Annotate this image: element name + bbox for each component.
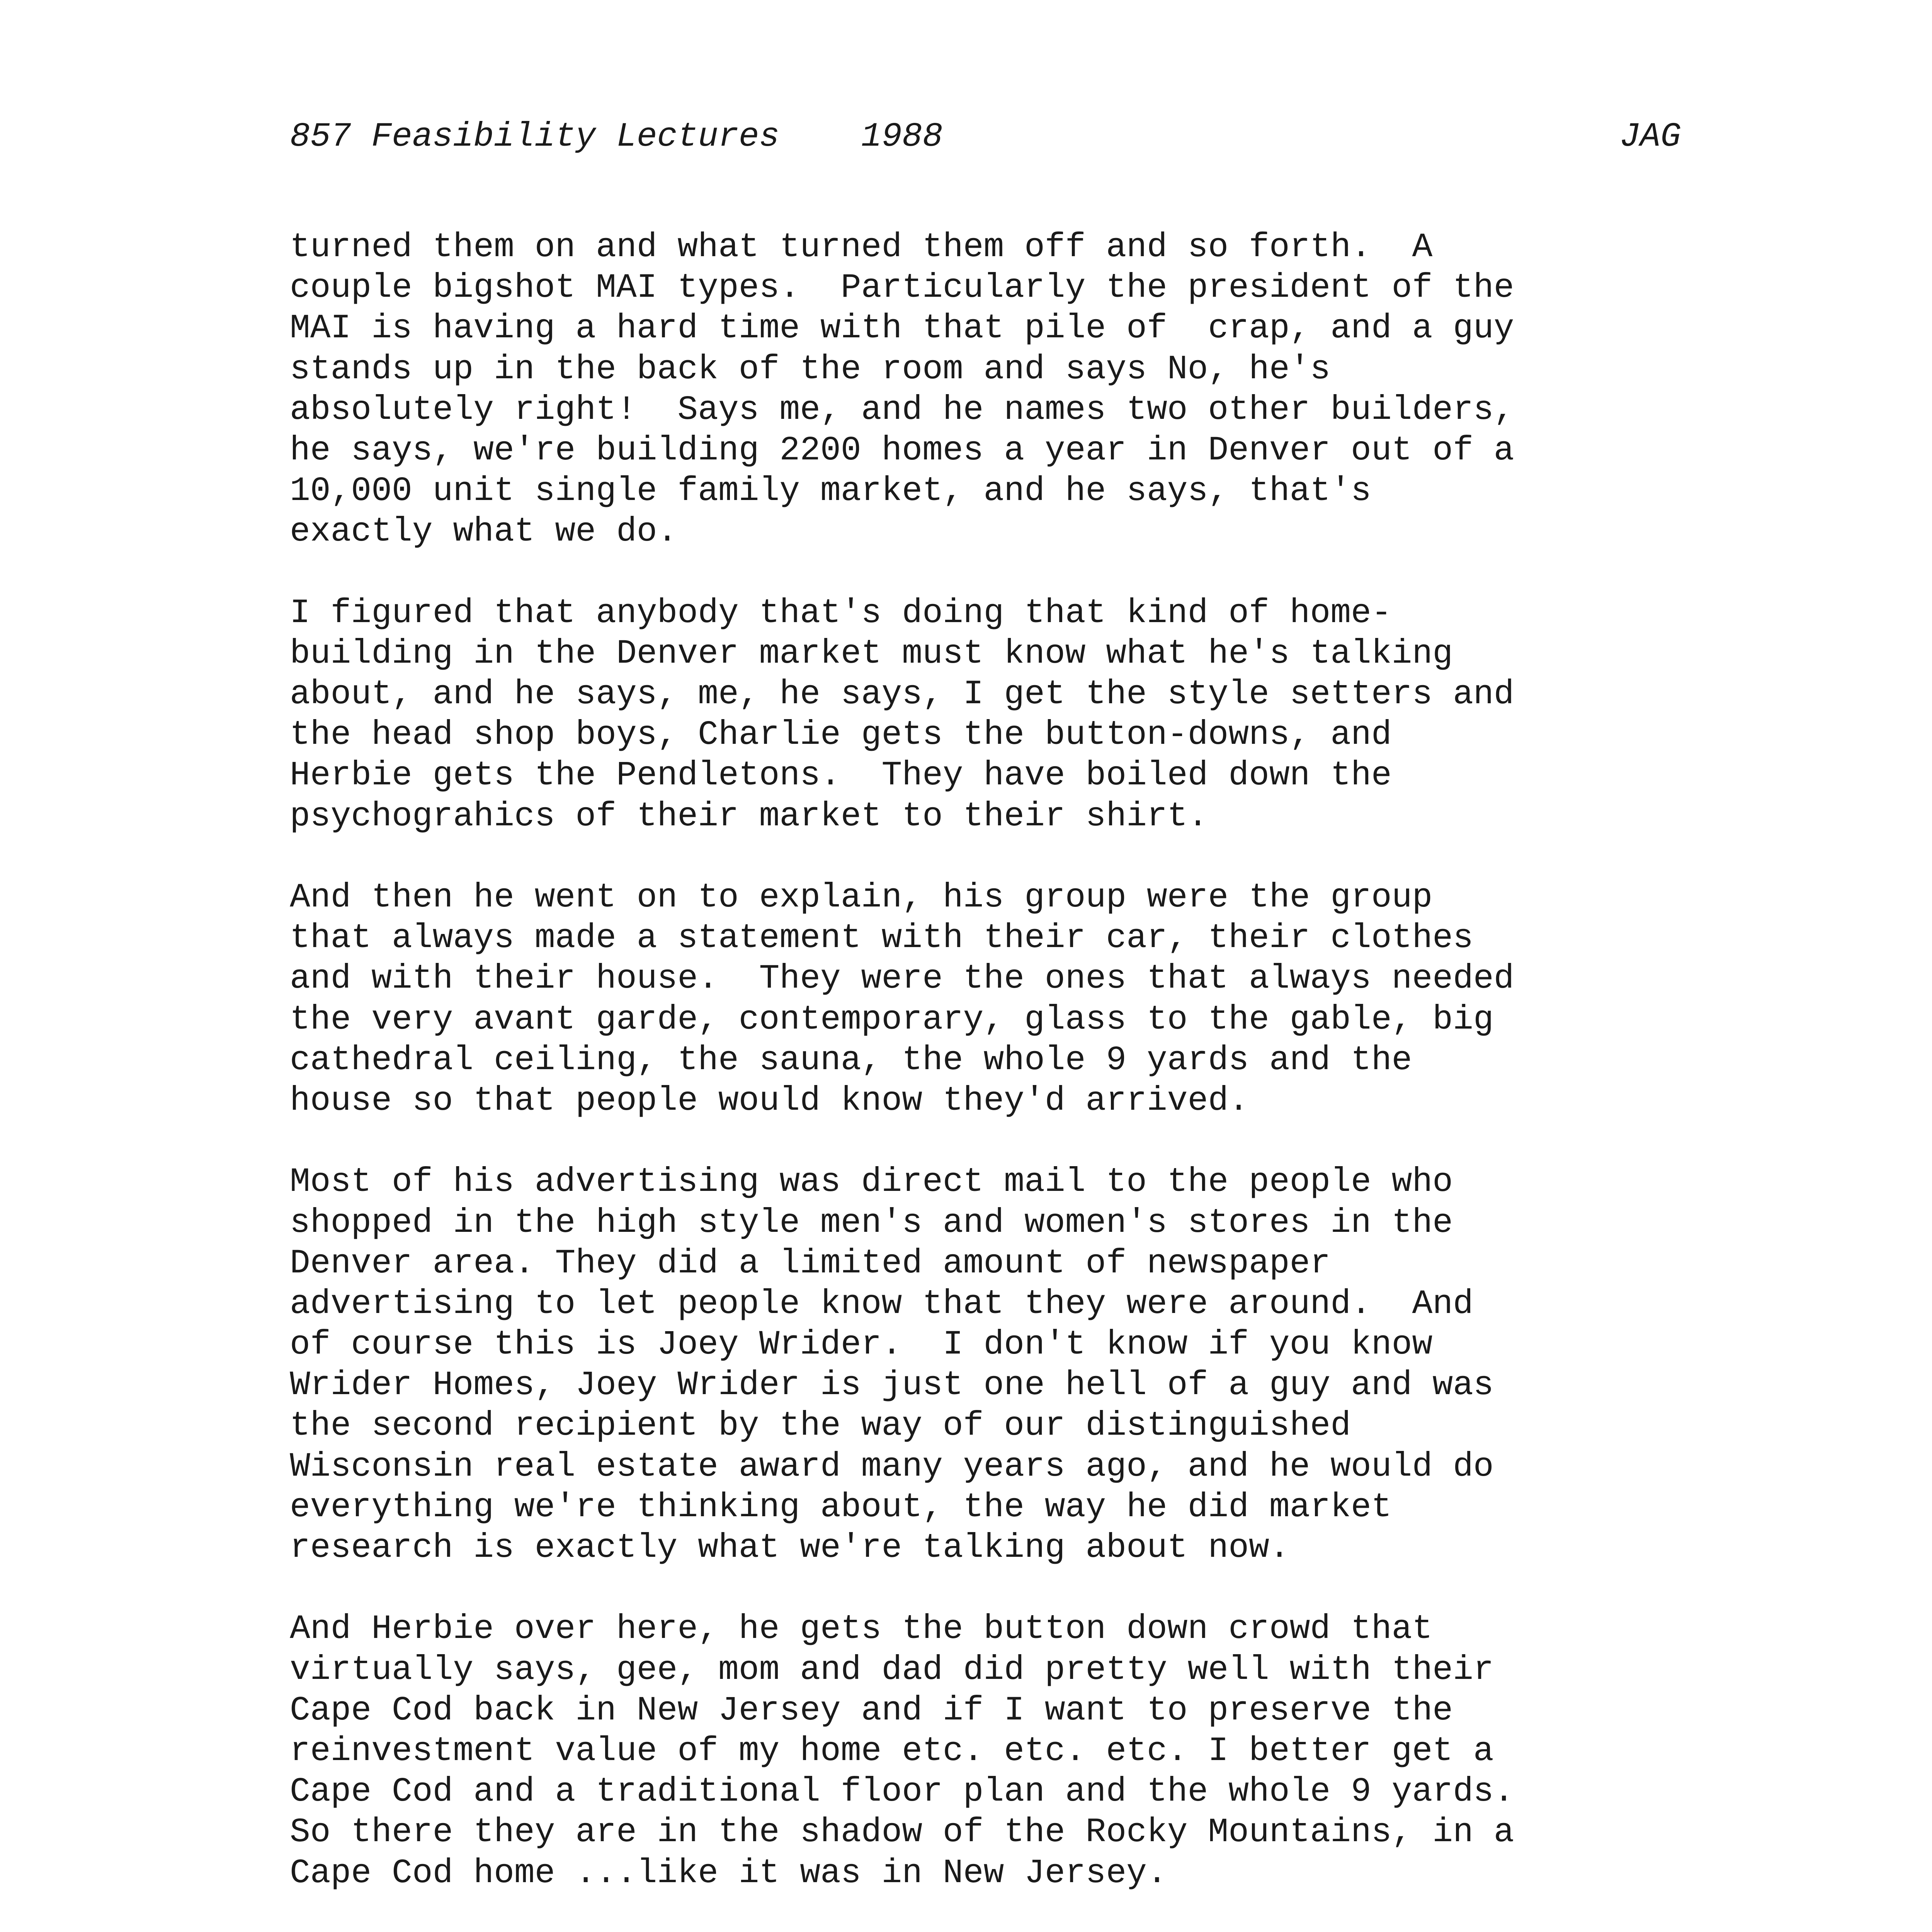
text-line: Most of his advertising was direct mail to the people who bbox=[290, 1163, 1453, 1202]
paragraph bbox=[290, 878, 1700, 1121]
text-line: the second recipient by the way of our distinguished bbox=[290, 1407, 1351, 1446]
text-line: he says, we're building 2200 homes a year in Denver out of a bbox=[290, 431, 1514, 470]
text-line: 10,000 unit single family market, and he says, that's bbox=[290, 472, 1371, 511]
text-line: building in the Denver market must know what he's talking bbox=[290, 634, 1453, 673]
text-line: Cape Cod and a traditional floor plan and the whole 9 yards. bbox=[290, 1773, 1514, 1811]
text-line: And Herbie over here, he gets the button down crowd that bbox=[290, 1610, 1433, 1649]
text-line: I figured that anybody that's doing that kind of home- bbox=[290, 594, 1392, 633]
paragraph bbox=[290, 227, 1700, 553]
text-line: shopped in the high style men's and women's stores in the bbox=[290, 1204, 1453, 1242]
text-line: cathedral ceiling, the sauna, the whole 9 yards and the bbox=[290, 1041, 1412, 1080]
text-line: Cape Cod home ...like it was in New Jersey. bbox=[290, 1854, 1167, 1893]
header-title-line bbox=[290, 114, 943, 160]
running-header bbox=[290, 114, 1681, 160]
text-line: MAI is having a hard time with that pile of crap, and a guy bbox=[290, 310, 1514, 348]
text-line: reinvestment value of my home etc. etc. etc. I better get a bbox=[290, 1732, 1494, 1770]
text-line: advertising to let people know that they were around. And bbox=[290, 1285, 1473, 1323]
text-line: exactly what we do. bbox=[290, 513, 678, 551]
text-line: Herbie gets the Pendletons. They have boiled down the bbox=[290, 757, 1392, 795]
text-line: that always made a statement with their car, their clothes bbox=[290, 919, 1473, 958]
text-line: stands up in the back of the room and says No, he's bbox=[290, 350, 1331, 389]
text-line: Denver area. They did a limited amount of newspaper bbox=[290, 1244, 1331, 1283]
text-line: Wrider Homes, Joey Wrider is just one hell of a guy and was bbox=[290, 1366, 1494, 1405]
text-line: So there they are in the shadow of the Rocky Mountains, in a bbox=[290, 1813, 1514, 1852]
text-line: couple bigshot MAI types. Particularly the president of the bbox=[290, 269, 1514, 308]
text-line: virtually says, gee, mom and dad did pretty well with their bbox=[290, 1651, 1494, 1689]
text-line: turned them on and what turned them off and so forth. A bbox=[290, 228, 1433, 267]
text-line: the head shop boys, Charlie gets the button-downs, and bbox=[290, 716, 1392, 755]
text-line: the very avant garde, contemporary, glass to the gable, big bbox=[290, 1000, 1494, 1039]
text-line: Cape Cod back in New Jersey and if I want to preserve the bbox=[290, 1691, 1453, 1730]
paragraph bbox=[290, 1609, 1700, 1893]
text-line: about, and he says, me, he says, I get the style setters and bbox=[290, 675, 1514, 714]
text-line: psychograhics of their market to their shirt. bbox=[290, 797, 1208, 836]
text-line: everything we're thinking about, the way he did market bbox=[290, 1488, 1392, 1527]
text-line: research is exactly what we're talking about now. bbox=[290, 1529, 1290, 1567]
text-line: and with their house. They were the ones that always needed bbox=[290, 960, 1514, 998]
paragraph bbox=[290, 1162, 1700, 1568]
text-line: of course this is Joey Wrider. I don't know if you know bbox=[290, 1326, 1433, 1364]
text-line: Wisconsin real estate award many years ago, and he would do bbox=[290, 1447, 1494, 1486]
text-line: house so that people would know they'd arrived. bbox=[290, 1082, 1249, 1120]
text-line: absolutely right! Says me, and he names two other builders, bbox=[290, 391, 1514, 429]
paragraph bbox=[290, 593, 1700, 837]
header-year: 1988 bbox=[861, 118, 943, 156]
text-line: And then he went on to explain, his group were the group bbox=[290, 879, 1433, 917]
header-initials: JAG bbox=[1619, 118, 1681, 156]
header-title: 857 Feasibility Lectures bbox=[290, 118, 780, 156]
body-text bbox=[290, 227, 1700, 1932]
